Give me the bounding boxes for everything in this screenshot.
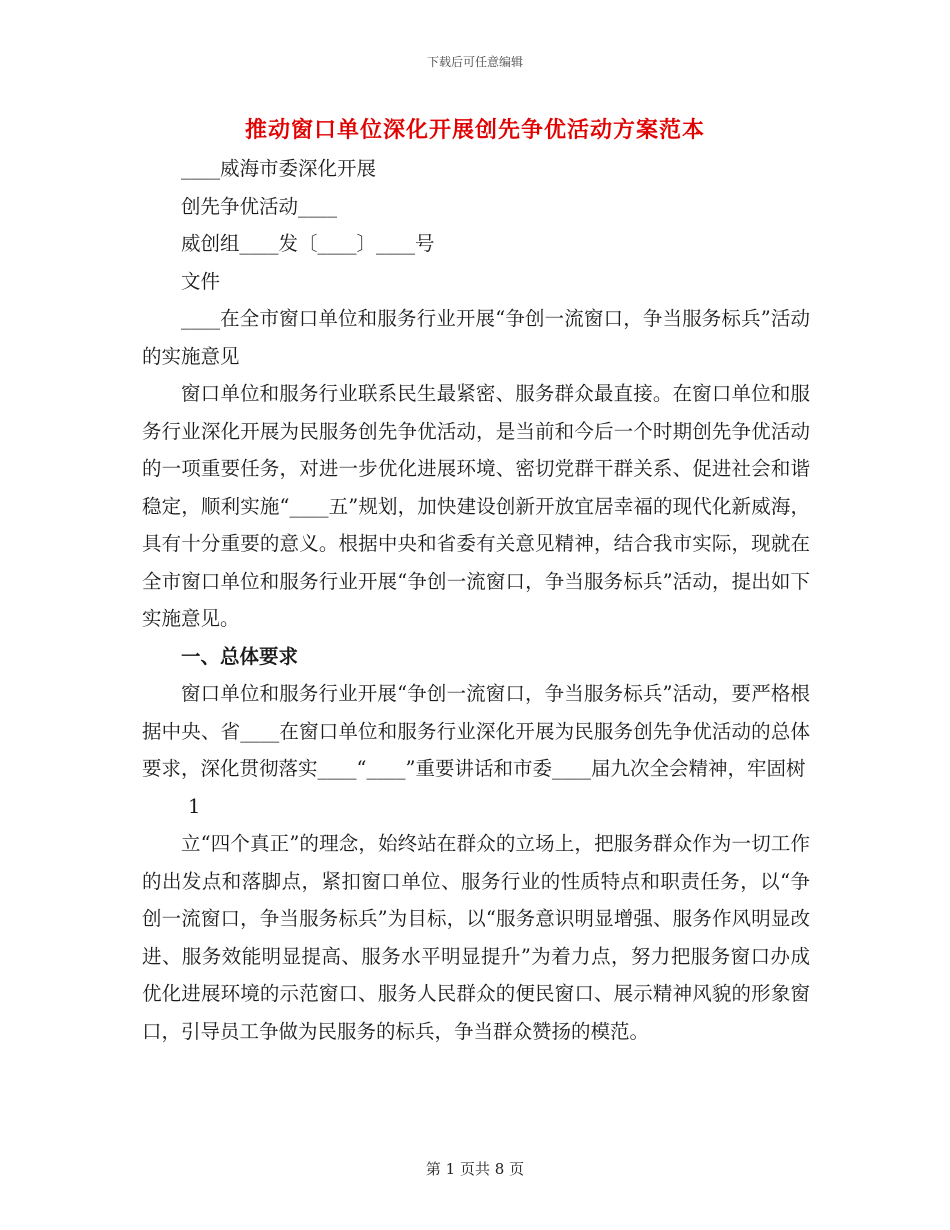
section-heading: 一、总体要求 bbox=[181, 644, 299, 668]
header-note: 下载后可任意编辑 bbox=[426, 55, 523, 69]
document-type: 文件 bbox=[181, 269, 221, 293]
body-paragraph-intro: 窗口单位和服务行业联系民生最紧密、服务群众最直接。在窗口单位和服务行业深化开展为民服务创先争优活动，是当前和今后一个时期创先争优活动的一项重要任务，对进一步优化进展环境、密切党群干群关系、促进社会和谐稳定，顺利实施“____五”规划，加快建设创新开放宜居幸福的现代化新威海，具有十分重要的意义。根据中央和省委有关意见精神，结合我市实际，现就在全市窗口单位和服务行业开展“争创一流窗口，争当服务标兵”活动，提出如下实施意见。 bbox=[142, 382, 810, 630]
issuer-line-2: 创先争优活动____ bbox=[181, 194, 338, 218]
document-number: 威创组____发〔____〕____号 bbox=[181, 232, 435, 255]
body-paragraph-requirements: 窗口单位和服务行业开展“争创一流窗口，争当服务标兵”活动，要严格根据中央、省____在窗口单位和服务行业深化开展为民服务创先争优活动的总体要求，深化贯彻落实____“____”重要讲话和市委____届九次全会精神，牢固树 bbox=[142, 682, 810, 780]
inline-page-marker: 1 bbox=[188, 794, 201, 818]
body-paragraph-continued: 立“四个真正”的理念，始终站在群众的立场上，把服务群众作为一切工作的出发点和落脚点，紧扣窗口单位、服务行业的性质特点和职责任务，以“争创一流窗口，争当服务标兵”为目标，以“服务意识明显增强、服务作风明显改进、服务效能明显提高、服务水平明显提升”为着力点，努力把服务窗口办成优化进展环境的示范窗口、服务人民群众的便民窗口、展示精神风貌的形象窗口，引导员工争做为民服务的标兵，争当群众赞扬的模范。 bbox=[142, 832, 810, 1043]
document-body bbox=[142, 150, 810, 1050]
page-footer: 第 1 页共 8 页 bbox=[425, 1160, 525, 1178]
document-title: 推动窗口单位深化开展创先争优活动方案范本 bbox=[244, 118, 705, 143]
document-subject: ____在全市窗口单位和服务行业开展“争创一流窗口，争当服务标兵”活动的实施意见 bbox=[142, 307, 810, 368]
issuer-line: ____威海市委深化开展 bbox=[181, 157, 377, 180]
